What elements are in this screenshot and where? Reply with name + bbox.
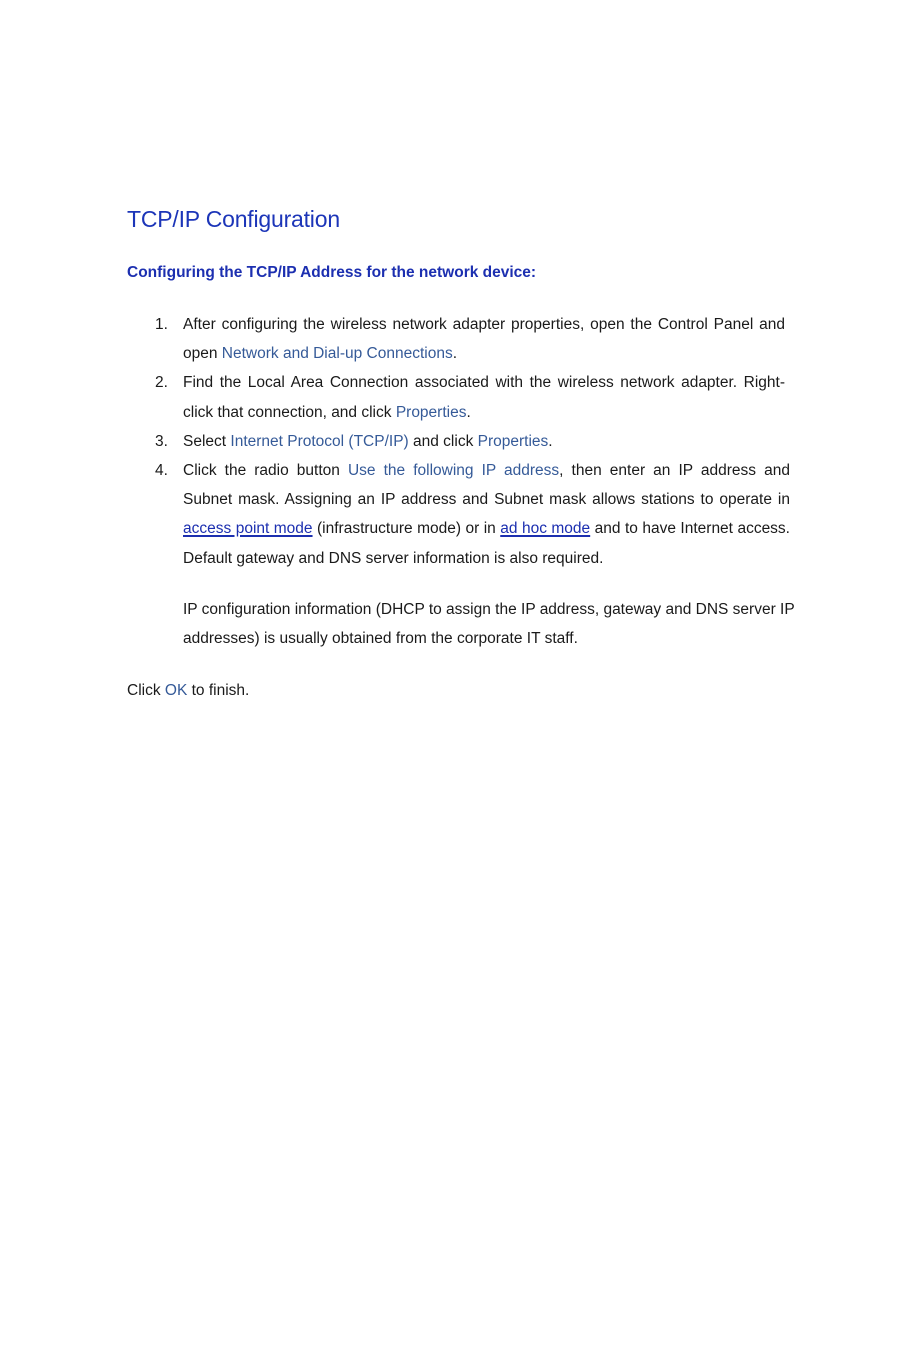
step-2 [0, 368, 911, 426]
steps-list [0, 310, 911, 573]
step-text: Find the Local Area Connection associated with the wireless network adapter. Right-click that connection, and click Properties. [183, 374, 785, 421]
step-number: 2. [155, 374, 168, 392]
finish-instruction: Click OK to finish. [127, 682, 250, 699]
step-3 [0, 427, 911, 456]
ip-config-note: IP configuration information (DHCP to assign the IP address, gateway and DNS server IP addresses) is usually obtained from the corporate IT staff. [183, 601, 795, 648]
step-number: 1. [155, 316, 168, 333]
step-4 [0, 456, 911, 573]
ad-hoc-mode-link[interactable]: ad hoc mode [500, 520, 591, 538]
step-1 [0, 310, 911, 368]
page-title: TCP/IP Configuration [127, 206, 340, 232]
step-text: Select Internet Protocol (TCP/IP) and click Properties. [183, 432, 553, 450]
step-text: After configuring the wireless network adapter properties, open the Control Panel and open Network and Dial-up Connections. [183, 316, 785, 363]
ui-term-properties: Properties [395, 403, 467, 421]
ui-term-ok: OK [164, 682, 188, 699]
ui-term-properties: Properties [477, 432, 549, 450]
section-subtitle: Configuring the TCP/IP Address for the network device: [127, 264, 537, 281]
step-text: Click the radio button Use the following IP address, then enter an IP address and Subnet mask. Assigning an IP address and Subnet mask allows stations to operate in access point mode (infrastructure mode) or in ad hoc mode and to have Internet access. Default gateway and DNS server information is also required. [183, 462, 790, 567]
ui-term-network-connections: Network and Dial-up Connections [221, 345, 453, 363]
ui-term-internet-protocol: Internet Protocol (TCP/IP) [230, 432, 409, 450]
step-number: 4. [155, 462, 168, 480]
step-number: 3. [155, 432, 168, 450]
ui-term-use-following-ip: Use the following IP address [347, 462, 560, 480]
access-point-mode-link[interactable]: access point mode [183, 520, 313, 538]
